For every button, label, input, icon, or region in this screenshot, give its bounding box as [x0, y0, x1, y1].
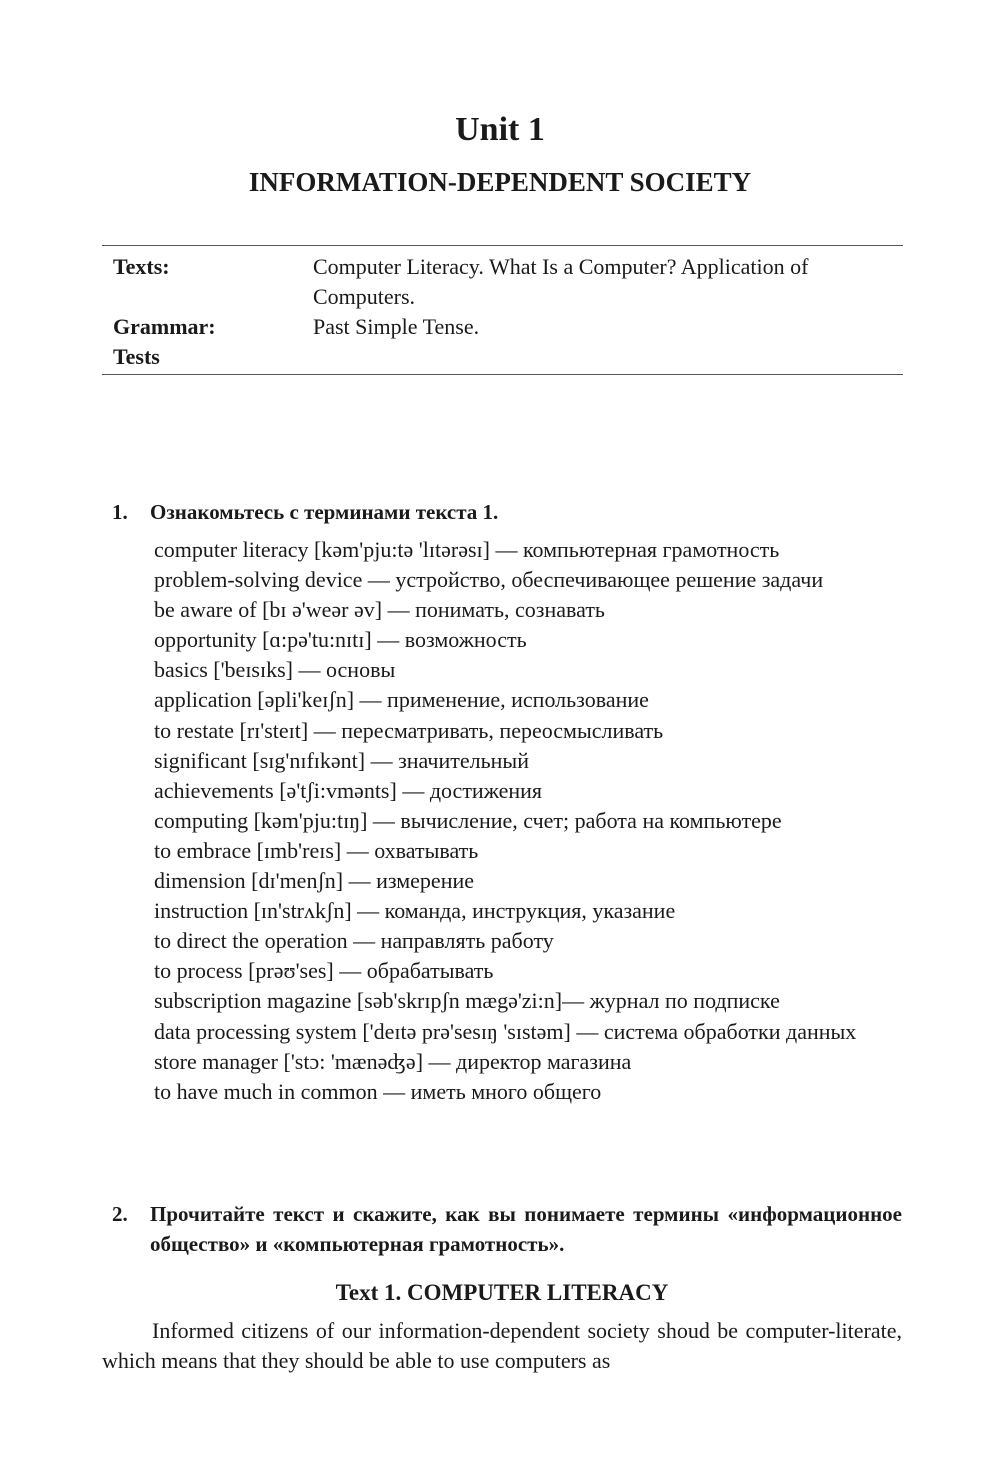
overview-label: Tests	[113, 344, 160, 369]
vocabulary-item: be aware of [bɪ ə'weər əv] — понимать, сознавать	[154, 597, 605, 623]
vocabulary-item: data processing system ['deɪtə prə'sesɪŋ 'sɪstəm] — система обработки данных	[154, 1018, 857, 1044]
vocabulary-item: to have much in common — иметь много общего	[154, 1078, 602, 1104]
overview-value: Computer Literacy. What Is a Computer? Application of Computers.	[313, 254, 809, 309]
overview-row-texts	[102, 252, 903, 312]
vocabulary-item: instruction [ɪn'strʌkʃn] — команда, инструкция, указание	[154, 898, 676, 924]
text-1-title: Text 1. COMPUTER LITERACY	[335, 1280, 669, 1305]
overview-label: Texts:	[113, 254, 170, 279]
vocabulary-item: computing [kəm'pju:tɪŋ] — вычисление, счет; работа на компьютере	[154, 807, 782, 833]
vocabulary-list	[154, 535, 902, 1107]
task-text: Ознакомьтесь с терминами текста 1.	[150, 500, 499, 524]
overview-label: Grammar:	[113, 314, 216, 339]
overview-row-grammar	[102, 312, 903, 342]
vocabulary-item: to process [prəʊ'ses] — обрабатывать	[154, 958, 494, 984]
vocabulary-item: achievements [ə'tʃi:vmənts] — достижения	[154, 777, 543, 803]
unit-title-heading: INFORMATION-DEPENDENT SOCIETY	[248, 167, 752, 197]
task-1-instruction	[112, 497, 902, 527]
unit-number-heading: Unit 1	[455, 111, 545, 148]
vocabulary-item: to restate [rɪ'steɪt] — пересматривать, переосмысливать	[154, 717, 664, 743]
vocabulary-item: store manager ['stɔ: 'mænəʤə] — директор магазина	[154, 1048, 632, 1074]
vocabulary-item: basics ['beɪsɪks] — основы	[154, 657, 396, 683]
vocabulary-item: subscription magazine [səb'skrɪpʃn mægə'zi:n]— журнал по подписке	[154, 988, 780, 1014]
vocabulary-item: dimension [dɪ'menʃn] — измерение	[154, 868, 475, 894]
overview-row-tests	[102, 342, 903, 372]
task-number: 1.	[112, 500, 128, 524]
overview-value	[313, 342, 903, 372]
task-2-instruction	[112, 1199, 902, 1259]
task-text: Прочитайте текст и скажите, как вы понимаете термины «информационное общество» и «компьютерная грамотность».	[150, 1202, 902, 1256]
vocabulary-item: significant [sɪg'nɪfɪkənt] — значительный	[154, 747, 529, 773]
text-1-body: Informed citizens of our information-dependent society shoud be computer-literate, which means that they should be able to use computers as	[102, 1318, 902, 1373]
overview-value: Past Simple Tense.	[313, 314, 480, 339]
vocabulary-item: to direct the operation — направлять работу	[154, 928, 554, 954]
unit-overview-table	[102, 245, 903, 375]
vocabulary-item: computer literacy [kəm'pju:tə 'lɪtərəsɪ] — компьютерная грамотность	[154, 537, 780, 562]
vocabulary-item: application [əpli'keɪʃn] — применение, использование	[154, 687, 649, 713]
task-number: 2.	[112, 1202, 128, 1226]
vocabulary-item: problem-solving device — устройство, обеспечивающее решение задачи	[154, 567, 824, 593]
vocabulary-item: to embrace [ɪmb'reɪs] — охватывать	[154, 837, 479, 863]
vocabulary-item: opportunity [ɑ:pə'tu:nɪtɪ] — возможность	[154, 627, 527, 653]
